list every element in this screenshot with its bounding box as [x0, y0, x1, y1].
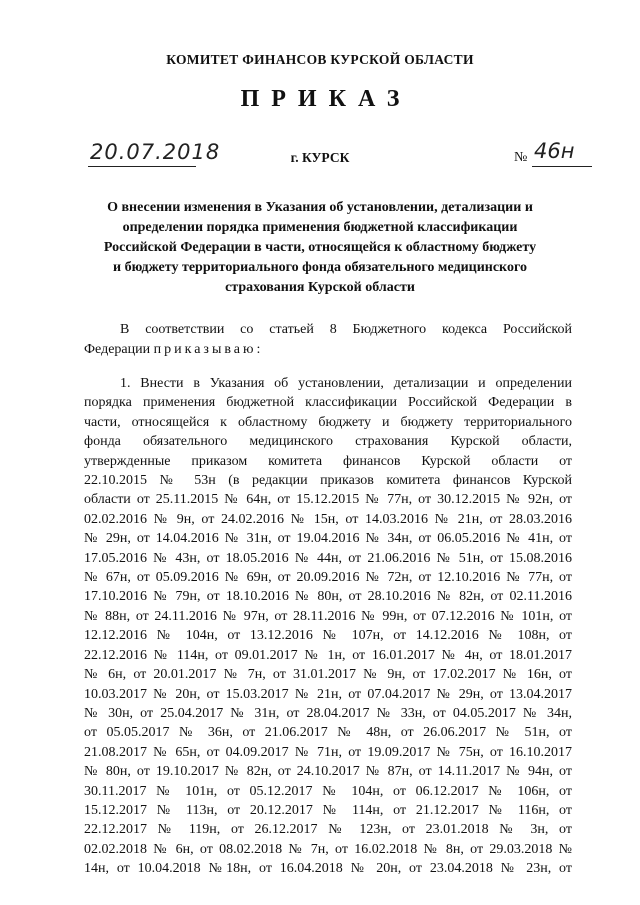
paragraph-line: 17.05.2016 № 43н, от 18.05.2016 № 44н, от 21.06.2016 № 51н, от 15.08.2016	[84, 550, 572, 566]
organization-name: КОМИТЕТ ФИНАНСОВ КУРСКОЙ ОБЛАСТИ	[166, 52, 474, 67]
paragraph-line: области от 25.11.2015 № 64н, от 15.12.2015 № 77н, от 30.12.2015 № 92н, от	[84, 492, 572, 508]
paragraph-line: порядка применения бюджетной классификации Российской Федерации в	[84, 395, 572, 411]
paragraph-line: 12.12.2016 № 104н, от 13.12.2016 № 107н, от 14.12.2016 № 108н, от	[84, 628, 572, 644]
paragraph-line: № 30н, от 25.04.2017 № 31н, от 28.04.2017 № 33н, от 04.05.2017 № 34н,	[84, 705, 572, 721]
title-line: Российской Федерации в части, относящейся к областному бюджету	[103, 240, 537, 255]
paragraph-line: 14н, от 10.04.2018 №18н, от 16.04.2018 № 20н, от 23.04.2018 № 23н, от	[84, 861, 572, 877]
title-line: страхования Курской области	[225, 280, 415, 295]
paragraph-line: 22.12.2017 № 119н, от 26.12.2017 № 123н, от 23.01.2018 № 3н, от	[84, 822, 572, 838]
paragraph-line: № 80н, от 19.10.2017 № 82н, от 24.10.2017 № 87н, от 14.11.2017 № 94н, от	[84, 764, 572, 780]
paragraph-line: 17.10.2016 № 79н, от 18.10.2016 № 80н, от 28.10.2016 № 82н, от 02.11.2016	[84, 589, 572, 605]
paragraph-line: 21.08.2017 № 65н, от 04.09.2017 № 71н, от 19.09.2017 № 75н, от 16.10.2017	[84, 744, 572, 760]
paragraph-line: 15.12.2017 № 113н, от 20.12.2017 № 114н, от 21.12.2017 № 116н, от	[84, 802, 572, 818]
order-number: 46н	[534, 139, 575, 163]
document-title	[80, 198, 560, 298]
paragraph-1	[84, 374, 572, 879]
title-line: определении порядка применения бюджетной классификации	[122, 220, 518, 235]
date-underline	[88, 166, 196, 167]
title-line: и бюджету территориального фонда обязательного медицинского	[113, 260, 527, 275]
paragraph-line: 02.02.2016 № 9н, от 24.02.2016 № 15н, от 14.03.2016 № 21н, от 28.03.2016	[84, 511, 572, 527]
paragraph-line: № 67н, от 05.09.2016 № 69н, от 20.09.2016 № 72н, от 12.10.2016 № 77н, от	[84, 570, 572, 586]
paragraph-line: фонда обязательного медицинского страхования Курской области,	[84, 434, 572, 450]
paragraph-line: 30.11.2017 № 101н, от 05.12.2017 № 104н, от 06.12.2017 № 106н, от	[84, 783, 572, 799]
paragraph-line: 1. Внести в Указания об установлении, детализации и определении	[120, 376, 572, 391]
number-label: №	[514, 150, 528, 165]
paragraph-line: 22.12.2016 № 114н, от 09.01.2017 № 1н, от 16.01.2017 № 4н, от 18.01.2017	[84, 647, 572, 663]
intro-prefix: Федерации	[84, 342, 154, 357]
paragraph-line: 02.02.2018 № 6н, от 08.02.2018 № 7н, от 16.02.2018 № 8н, от 29.03.2018 №	[84, 841, 572, 857]
paragraph-line: № 29н, от 14.04.2016 № 31н, от 19.04.2016 № 34н, от 06.05.2016 № 41н, от	[84, 531, 572, 547]
order-word: приказываю:	[153, 342, 264, 357]
number-underline	[532, 166, 592, 167]
intro-line: В соответствии со статьей 8 Бюджетного кодекса Российской	[120, 322, 572, 337]
document-type: ПРИКАЗ	[240, 86, 412, 112]
paragraph-line: 22.10.2015 № 53н (в редакции приказов комитета финансов Курской	[84, 473, 572, 489]
intro-line	[84, 340, 572, 360]
paragraph-line: № 6н, от 20.01.2017 № 7н, от 31.01.2017 № 9н, от 17.02.2017 № 16н, от	[84, 667, 572, 683]
paragraph-line: 10.03.2017 № 20н, от 15.03.2017 № 21н, от 07.04.2017 № 29н, от 13.04.2017	[84, 686, 572, 702]
paragraph-line: № 88н, от 24.11.2016 № 97н, от 28.11.2016 № 99н, от 07.12.2016 № 101н, от	[84, 608, 572, 624]
paragraph-line: части, относящейся к областному бюджету и бюджету территориального	[84, 414, 572, 430]
city: г. КУРСК	[290, 150, 350, 165]
order-date: 20.07.2018	[90, 140, 221, 164]
paragraph-line: утвержденные приказом комитета финансов Курской области от	[84, 453, 572, 469]
paragraph-line: от 05.05.2017 № 36н, от 21.06.2017 № 48н, от 26.06.2017 № 51н, от	[84, 725, 572, 741]
title-line: О внесении изменения в Указания об установлении, детализации и	[107, 200, 533, 215]
intro-paragraph	[84, 320, 572, 360]
